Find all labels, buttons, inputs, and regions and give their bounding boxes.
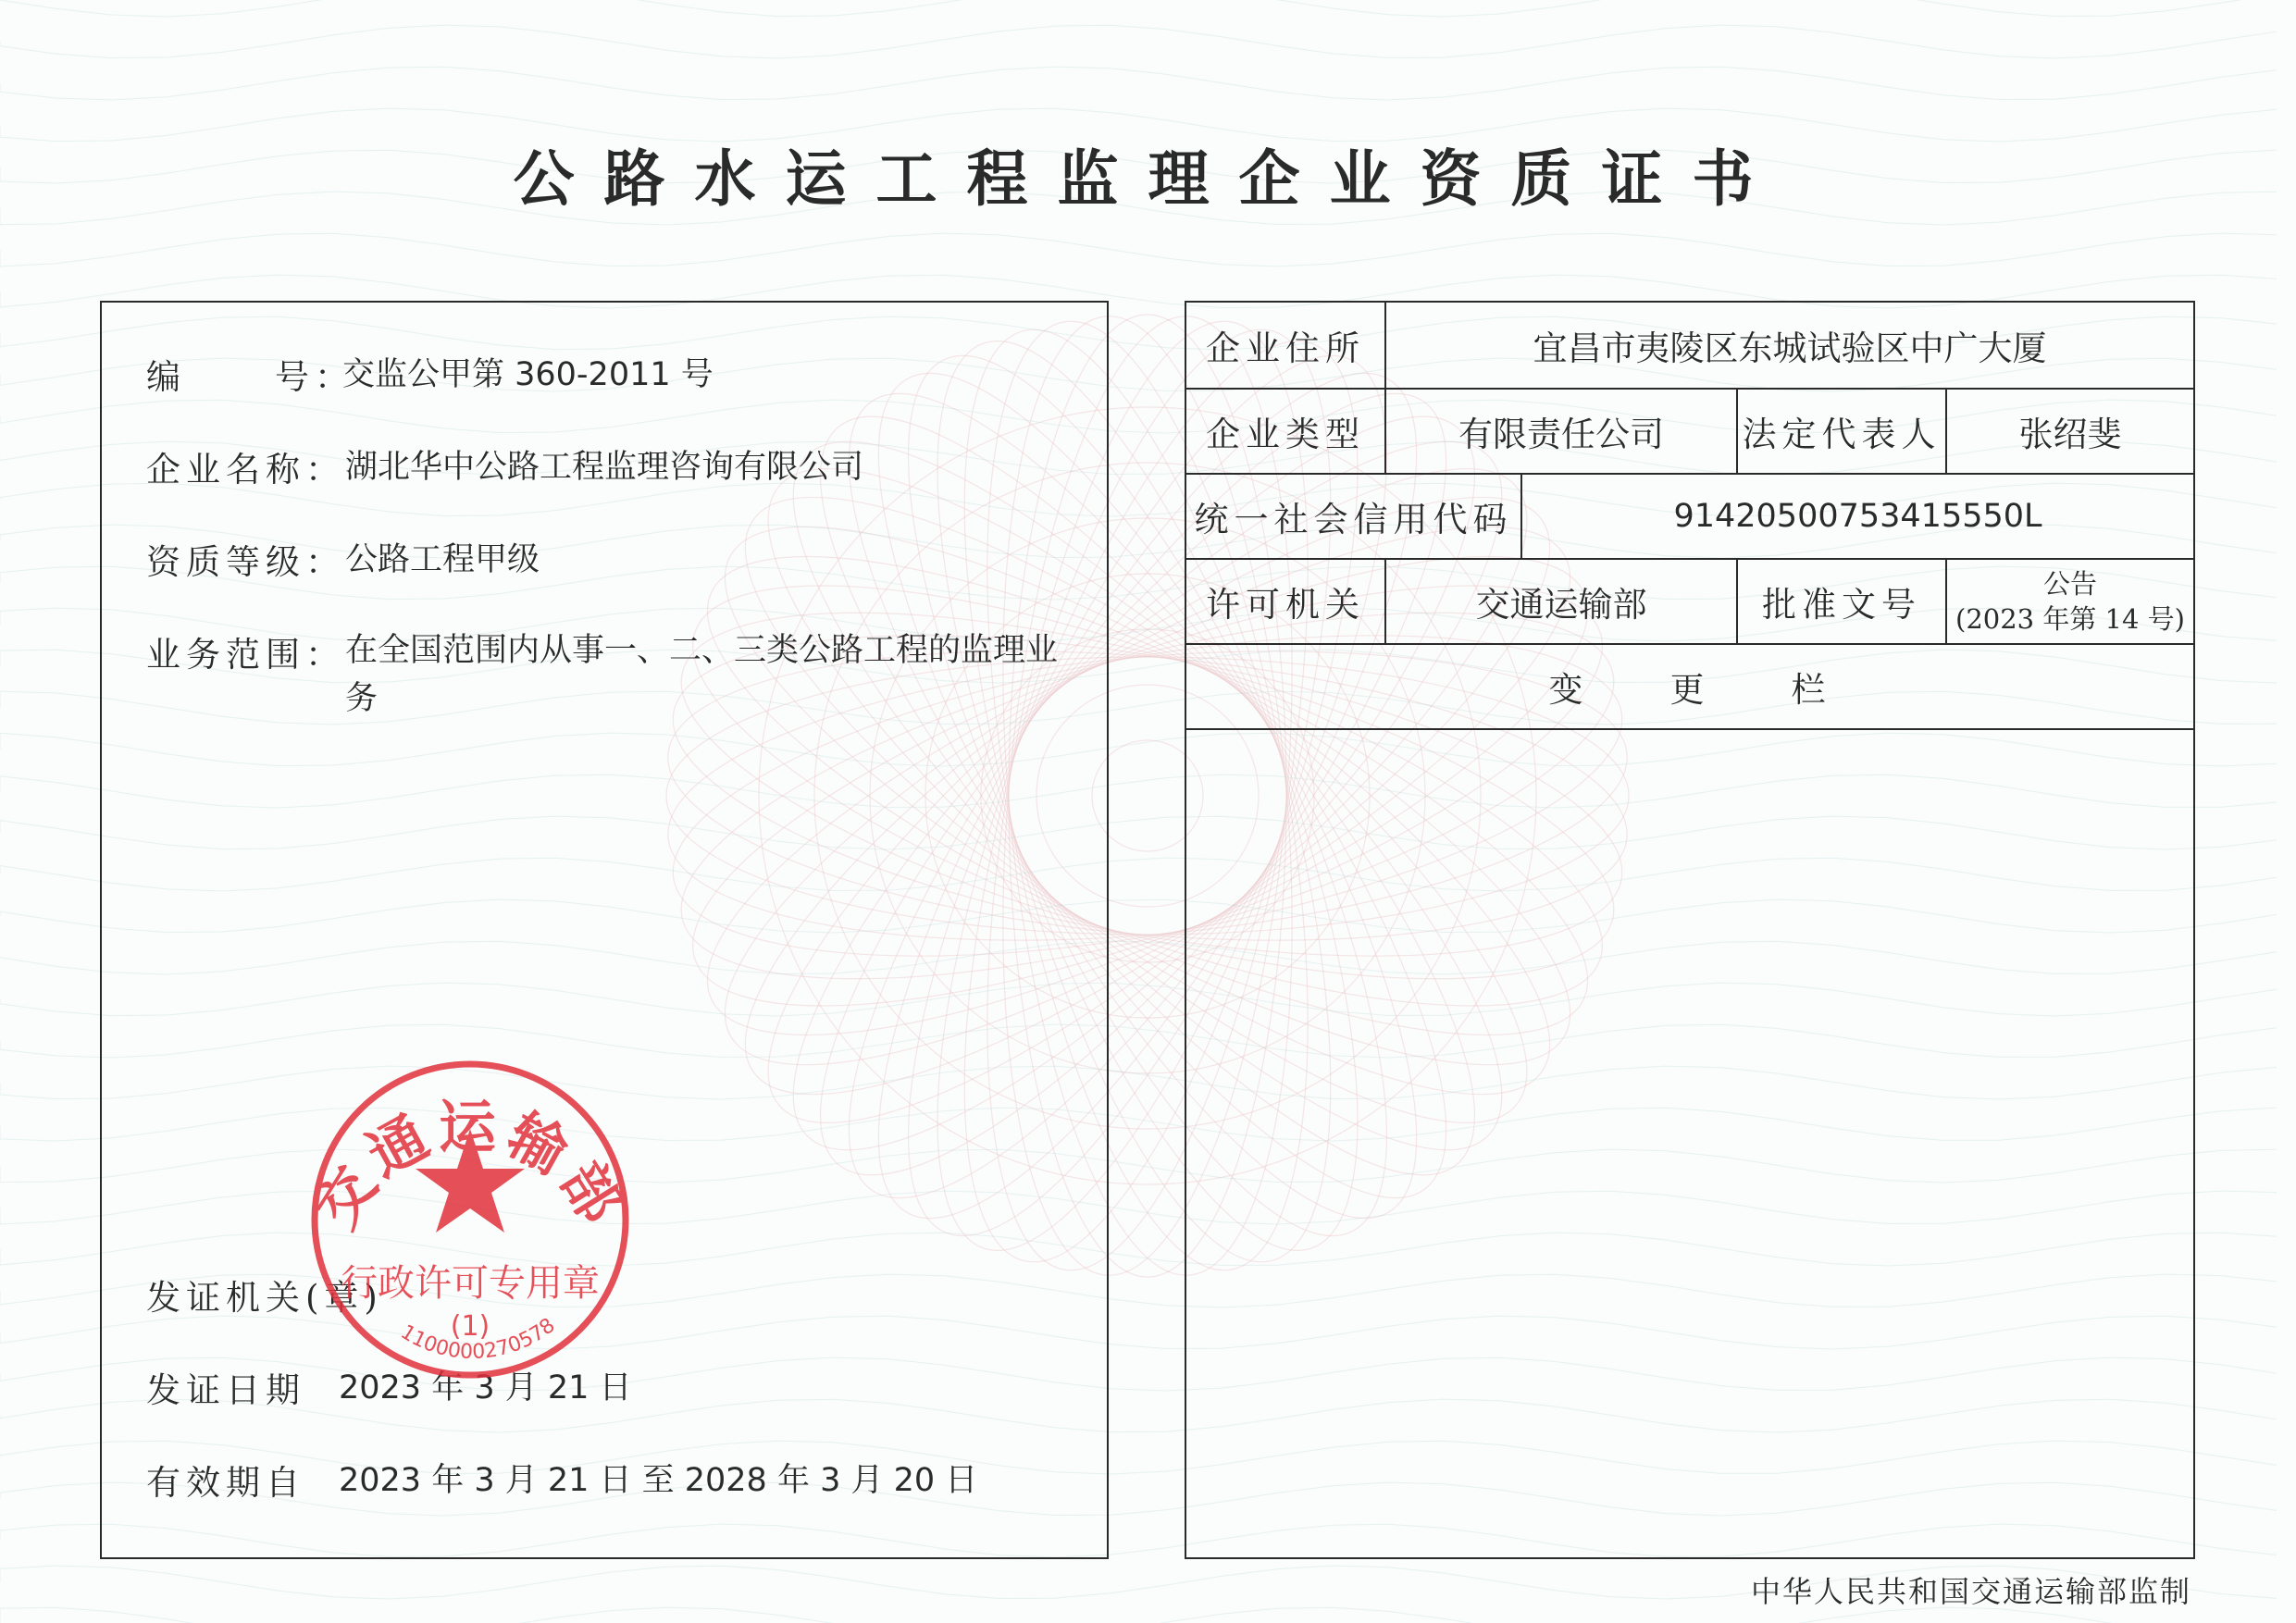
scope-value: 在全国范围内从事一、二、三类公路工程的监理业务 (345, 632, 1059, 717)
issue-date-value: 2023 年 3 月 21 日 (339, 1369, 632, 1406)
scope-row (146, 626, 1076, 723)
grade-label: 资质等级： (146, 542, 345, 582)
number-label: 编 号： (146, 357, 354, 397)
footer-issuer: 中华人民共和国交通运输部监制 (1750, 1574, 2191, 1609)
number-row (146, 349, 714, 399)
authority-label: 许可机关 (1186, 560, 1386, 645)
credit-code-label: 统一社会信用代码 (1186, 475, 1522, 560)
changes-header (1186, 645, 2193, 730)
approval-label: 批准文号 (1738, 560, 1947, 645)
validity-row (146, 1455, 977, 1505)
validity-label: 有效期自 (146, 1463, 305, 1503)
seal-code-text: 1100000270578 (396, 1314, 560, 1365)
document-title: 公路水运工程监理企业资质证书 (513, 142, 1783, 215)
type-value: 有限责任公司 (1386, 390, 1738, 475)
approval-line2: (2023 年第 14 号) (1955, 603, 2185, 635)
scope-label: 业务范围： (146, 635, 345, 675)
seal-top-text: 交通运输部 (302, 1093, 639, 1240)
seal-sub-text: (1) (450, 1310, 490, 1343)
grade-value: 公路工程甲级 (345, 541, 540, 578)
authority-value: 交通运输部 (1386, 560, 1738, 645)
legal-rep-value: 张绍斐 (1947, 390, 2193, 475)
address-label: 企业住所 (1186, 303, 1386, 390)
address-value: 宜昌市夷陵区东城试验区中广大厦 (1386, 303, 2193, 390)
company-name-value: 湖北华中公路工程监理咨询有限公司 (345, 449, 864, 486)
changes-label: 变 更 栏 (1548, 670, 1831, 710)
issuer-label: 发证机关(章) (146, 1278, 383, 1318)
type-label: 企业类型 (1186, 390, 1386, 475)
seal-middle-text: 行政许可专用章 (341, 1262, 600, 1305)
credit-code-value: 91420500753415550L (1522, 475, 2193, 560)
approval-line1: 公告 (2042, 568, 2097, 600)
legal-rep-label: 法定代表人 (1738, 390, 1947, 475)
validity-value: 2023 年 3 月 21 日 至 2028 年 3 月 20 日 (339, 1462, 978, 1499)
company-name-row (146, 441, 863, 491)
official-seal (294, 1044, 646, 1395)
certificate-info-table (1185, 301, 2195, 1559)
company-name-label: 企业名称： (146, 450, 345, 489)
issue-date-label: 发证日期 (146, 1370, 305, 1410)
approval-value (1947, 560, 2193, 645)
number-value: 交监公甲第 360-2011 号 (342, 356, 714, 393)
grade-row (146, 534, 540, 584)
